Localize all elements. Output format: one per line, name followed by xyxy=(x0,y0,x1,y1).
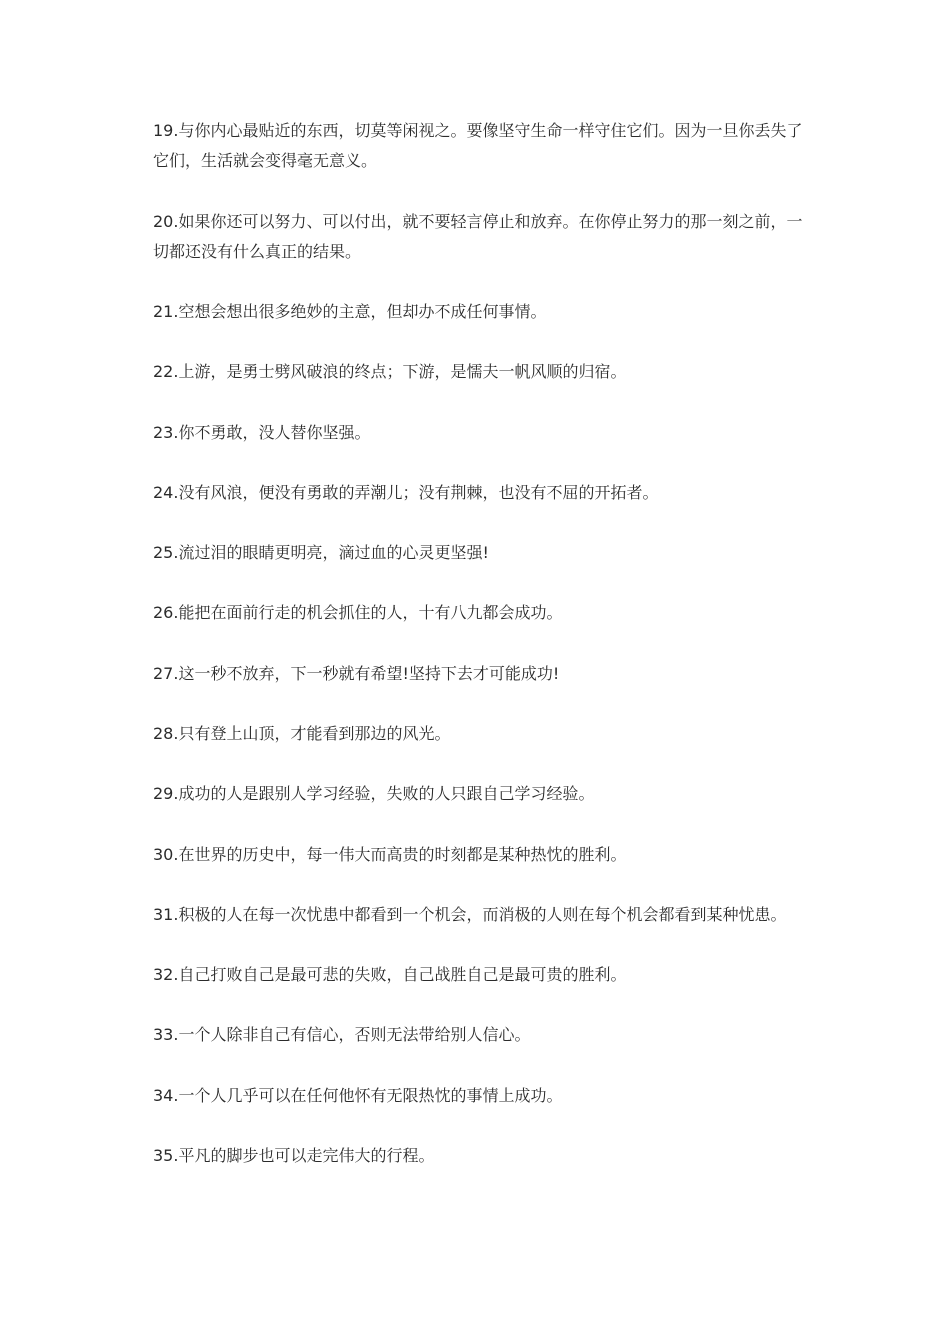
quote-35: 35.平凡的脚步也可以走完伟大的行程。 xyxy=(153,1146,435,1165)
quote-31: 31.积极的人在每一次忧患中都看到一个机会，而消极的人则在每个机会都看到某种忧患。 xyxy=(153,905,787,924)
quote-30: 30.在世界的历史中，每一伟大而高贵的时刻都是某种热忱的胜利。 xyxy=(153,845,627,864)
quote-29: 29.成功的人是跟别人学习经验，失败的人只跟自己学习经验。 xyxy=(153,784,595,803)
quote-22: 22.上游，是勇士劈风破浪的终点；下游，是懦夫一帆风顺的归宿。 xyxy=(153,362,627,381)
quote-32: 32.自己打败自己是最可悲的失败，自己战胜自己是最可贵的胜利。 xyxy=(153,965,627,984)
quote-33: 33.一个人除非自己有信心，否则无法带给别人信心。 xyxy=(153,1025,531,1044)
quote-19: 19.与你内心最贴近的东西，切莫等闲视之。要像坚守生命一样守住它们。因为一旦你丢失了它们，生活就会变得毫无意义。 xyxy=(153,121,803,170)
quote-26: 26.能把在面前行走的机会抓住的人，十有八九都会成功。 xyxy=(153,603,563,622)
quote-21: 21.空想会想出很多绝妙的主意，但却办不成任何事情。 xyxy=(153,302,547,321)
quote-34: 34.一个人几乎可以在任何他怀有无限热忱的事情上成功。 xyxy=(153,1086,563,1105)
quote-20: 20.如果你还可以努力、可以付出，就不要轻言停止和放弃。在你停止努力的那一刻之前，一切都还没有什么真正的结果。 xyxy=(153,212,803,261)
quote-28: 28.只有登上山顶，才能看到那边的风光。 xyxy=(153,724,451,743)
quote-24: 24.没有风浪，便没有勇敢的弄潮儿；没有荆棘，也没有不屈的开拓者。 xyxy=(153,483,659,502)
quote-23: 23.你不勇敢，没人替你坚强。 xyxy=(153,423,371,442)
quote-25: 25.流过泪的眼睛更明亮，滴过血的心灵更坚强! xyxy=(153,543,489,562)
quote-27: 27.这一秒不放弃，下一秒就有希望!坚持下去才可能成功! xyxy=(153,664,560,683)
